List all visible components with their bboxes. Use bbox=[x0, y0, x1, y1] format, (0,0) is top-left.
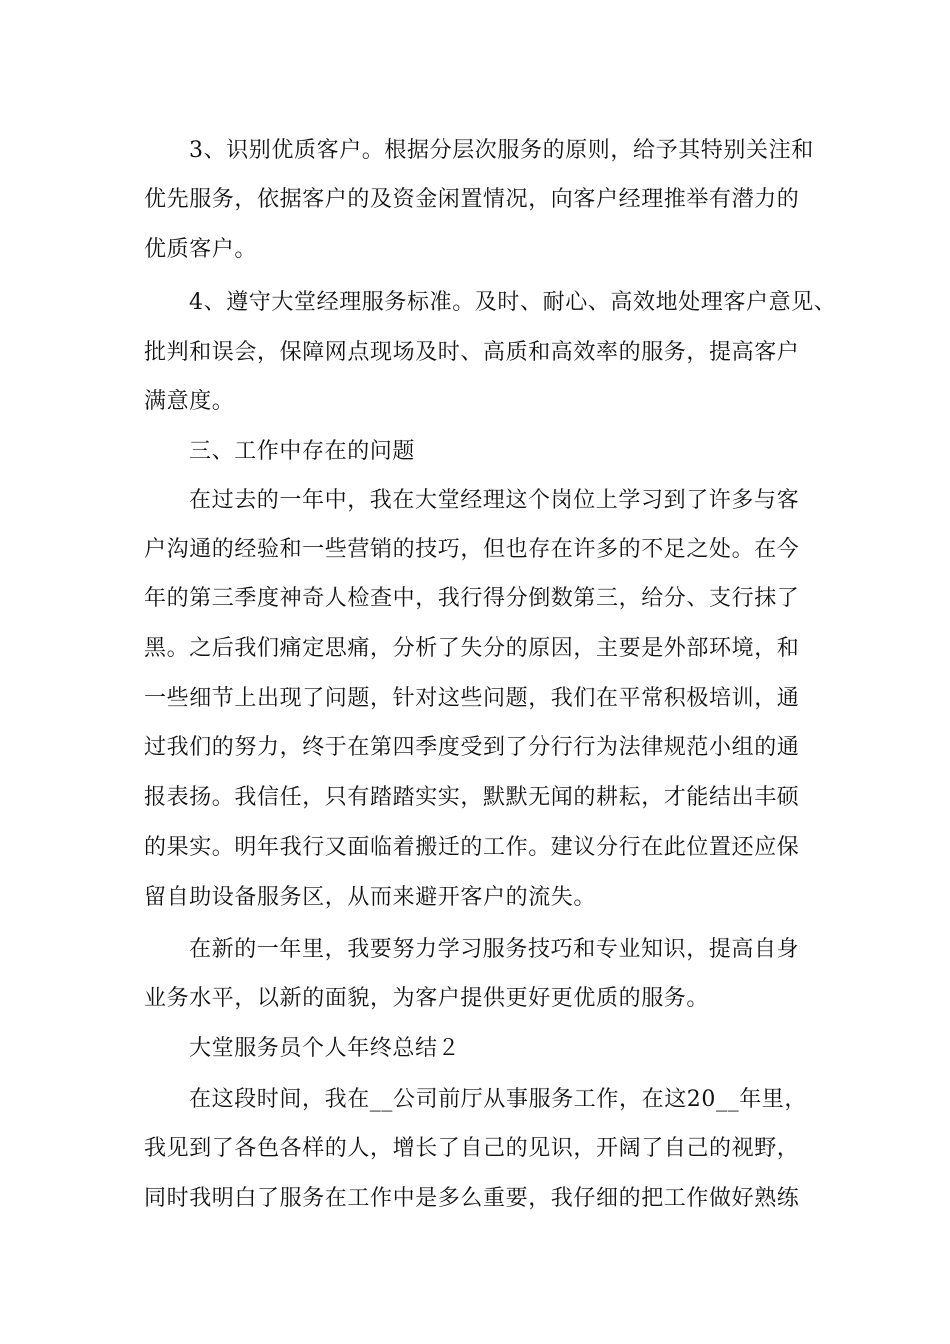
paragraph-1-line-3: 优质客户。 bbox=[144, 237, 258, 262]
paragraph-5-line-2: 业务水平，以新的面貌，为客户提供更好更优质的服务。 bbox=[144, 986, 710, 1011]
paragraph-7-line-1: 在这段时间，我在__公司前厅从事服务工作，在这20__年里， bbox=[189, 1087, 807, 1112]
paragraph-2-line-3: 满意度。 bbox=[144, 389, 235, 414]
paragraph-4-line-8: 的果实。明年我行又面临着搬迁的工作。建议分行在此位置还应保 bbox=[144, 835, 800, 860]
paragraph-2-line-2: 批判和误会，保障网点现场及时、高质和高效率的服务，提高客户 bbox=[144, 340, 800, 365]
paragraph-4-line-5: 一些细节上出现了问题，针对这些问题，我们在平常积极培训，通 bbox=[144, 686, 800, 711]
paragraph-7-line-2: 我见到了各色各样的人，增长了自己的见识，开阔了自己的视野， bbox=[144, 1136, 800, 1161]
paragraph-7-line-3: 同时我明白了服务在工作中是多么重要，我仔细的把工作做好熟练 bbox=[144, 1186, 800, 1211]
paragraph-4-line-7: 报表扬。我信任，只有踏踏实实，默默无闻的耕耘，才能结出丰硕 bbox=[144, 785, 800, 810]
section-title-summary-2: 大堂服务员个人年终总结２ bbox=[189, 1036, 461, 1061]
paragraph-4-line-1: 在过去的一年中，我在大堂经理这个岗位上学习到了许多与客 bbox=[189, 488, 800, 513]
paragraph-1-line-1: 3、识别优质客户。根据分层次服务的原则，给予其特别关注和 bbox=[189, 138, 814, 163]
section-heading-issues: 三、工作中存在的问题 bbox=[189, 439, 416, 464]
paragraph-1-line-2: 优先服务，依据客户的及资金闲置情况，向客户经理推举有潜力的 bbox=[144, 187, 800, 212]
paragraph-4-line-9: 留自助设备服务区，从而来避开客户的流失。 bbox=[144, 885, 597, 910]
paragraph-4-line-4: 黑。之后我们痛定思痛，分析了失分的原因，主要是外部环境，和 bbox=[144, 636, 800, 661]
paragraph-4-line-2: 户沟通的经验和一些营销的技巧，但也存在许多的不足之处。在今 bbox=[144, 537, 800, 562]
paragraph-4-line-6: 过我们的努力，终于在第四季度受到了分行行为法律规范小组的通 bbox=[144, 735, 800, 760]
paragraph-2-line-1: 4、遵守大堂经理服务标准。及时、耐心、高效地处理客户意见、 bbox=[189, 290, 837, 315]
paragraph-4-line-3: 年的第三季度神奇人检查中，我行得分倒数第三，给分、支行抹了 bbox=[144, 586, 800, 611]
paragraph-5-line-1: 在新的一年里，我要努力学习服务技巧和专业知识，提高自身 bbox=[189, 937, 800, 962]
